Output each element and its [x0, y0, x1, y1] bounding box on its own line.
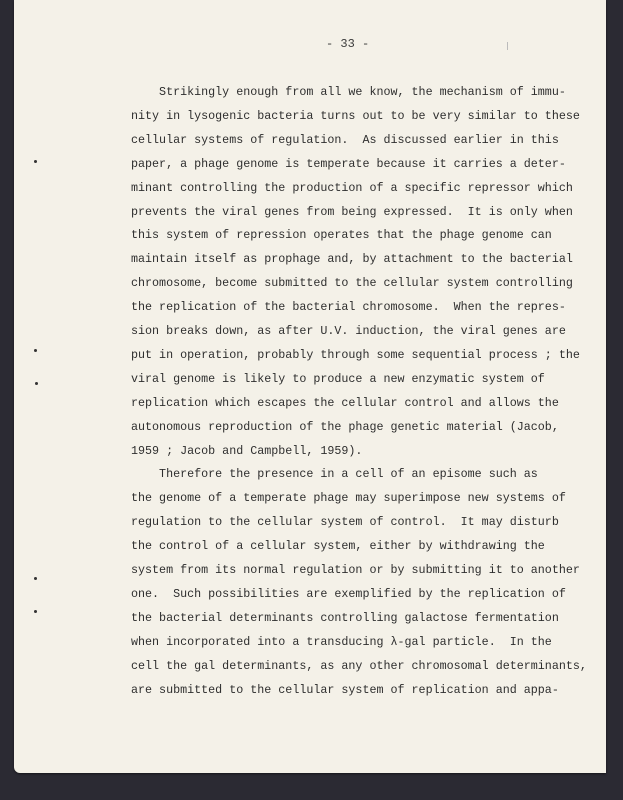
text-line: viral genome is likely to produce a new enzymatic system of — [131, 371, 545, 386]
text-line: the bacterial determinants controlling galactose fermentation — [131, 610, 559, 625]
text-line: cell the gal determinants, as any other chromosomal determinants, — [131, 658, 587, 673]
text-line: chromosome, become submitted to the cellular system controlling — [131, 276, 573, 291]
text-line: maintain itself as prophage and, by attachment to the bacterial — [131, 252, 573, 267]
text-line: autonomous reproduction of the phage genetic material (Jacob, — [131, 419, 559, 434]
text-line: system from its normal regulation or by submitting it to another — [131, 563, 580, 577]
text-line: paper, a phage genome is temperate because it carries a deter- — [131, 156, 566, 171]
text-line: when incorporated into a transducing λ-gal particle. In the — [131, 634, 552, 649]
text-line: prevents the viral genes from being expressed. It is only when — [131, 204, 573, 219]
text-line: 1959 ; Jacob and Campbell, 1959). — [131, 443, 363, 458]
text-line: sion breaks down, as after U.V. induction, the viral genes are — [131, 324, 566, 338]
margin-dot — [34, 160, 37, 163]
margin-dot — [35, 382, 38, 385]
text-line: Therefore the presence in a cell of an episome such as — [131, 467, 538, 482]
text-line: the genome of a temperate phage may superimpose new systems of — [131, 491, 566, 506]
text-line: the replication of the bacterial chromosome. When the repres- — [131, 300, 566, 315]
margin-dot — [34, 349, 37, 352]
text-line: this system of repression operates that the phage genome can — [131, 228, 552, 243]
margin-dot — [34, 577, 37, 580]
text-line: replication which escapes the cellular control and allows the — [131, 395, 559, 410]
text-line: nity in lysogenic bacteria turns out to be very similar to these — [131, 108, 580, 123]
text-line: put in operation, probably through some sequential process ; the — [131, 347, 580, 362]
text-line: Strikingly enough from all we know, the mechanism of immu- — [131, 85, 566, 99]
margin-dot — [34, 610, 37, 613]
page-number: - 33 - — [326, 37, 370, 51]
text-line: are submitted to the cellular system of replication and appa- — [131, 682, 559, 697]
text-line: cellular systems of regulation. As discussed earlier in this — [131, 132, 559, 147]
margin-mark — [507, 42, 508, 50]
text-line: minant controlling the production of a specific repressor which — [131, 180, 573, 195]
text-line: one. Such possibilities are exemplified by the replication of — [131, 586, 566, 601]
text-line: the control of a cellular system, either by withdrawing the — [131, 539, 545, 554]
typewritten-page — [14, 0, 606, 773]
text-line: regulation to the cellular system of control. It may disturb — [131, 515, 559, 530]
